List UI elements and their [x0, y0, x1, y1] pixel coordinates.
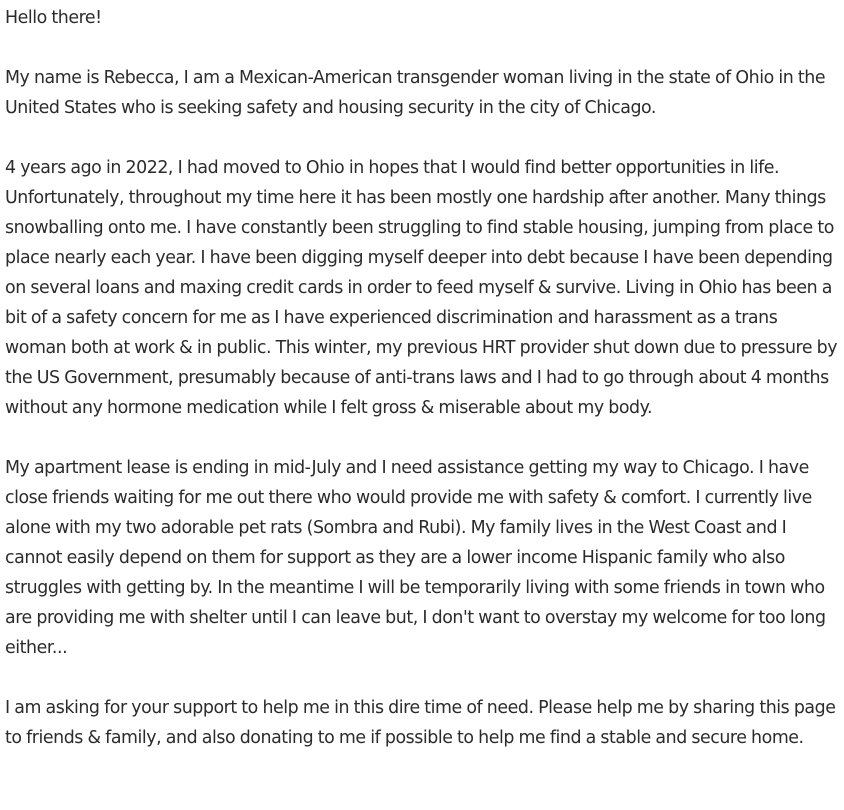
current-situation-paragraph: My apartment lease is ending in mid-July and I need assistance getting my way to Chicago. I have close friends waiting for me out there who would provide me with safety & comfort. I currently live alone with my two adorable pet rats (Sombra and Rubi). My family lives in the West Coast and I cannot easily depend on them for support as they are a lower income Hispanic family who also struggles with getting by. In the meantime I will be temporarily living with some friends in town who are providing me with shelter until I can leave but, I don't want to overstay my welcome for too long either...: [5, 458, 826, 658]
request-paragraph: I am asking for your support to help me in this dire time of need. Please help me by sharing this page to friends & family, and also donating to me if possible to help me find a stable and secure home.: [5, 698, 836, 748]
greeting-paragraph: Hello there!: [5, 8, 102, 28]
story-text: [5, 3, 839, 753]
background-paragraph: 4 years ago in 2022, I had moved to Ohio in hopes that I would find better opportunities in life. Unfortunately, throughout my time here it has been mostly one hardship after another. Many things snowballing onto me. I have constantly been struggling to find stable housing, jumping from place to place nearly each year. I have been digging myself deeper into debt because I have been depending on several loans and maxing credit cards in order to feed myself & survive. Living in Ohio has been a bit of a safety concern for me as I have experienced discrimination and harassment as a trans woman both at work & in public. This winter, my previous HRT provider shut down due to pressure by the US Government, presumably because of anti-trans laws and I had to go through about 4 months without any hormone medication while I felt gross & miserable about my body.: [5, 158, 838, 418]
introduction-paragraph: My name is Rebecca, I am a Mexican-American transgender woman living in the state of Ohio in the United States who is seeking safety and housing security in the city of Chicago.: [5, 68, 826, 118]
